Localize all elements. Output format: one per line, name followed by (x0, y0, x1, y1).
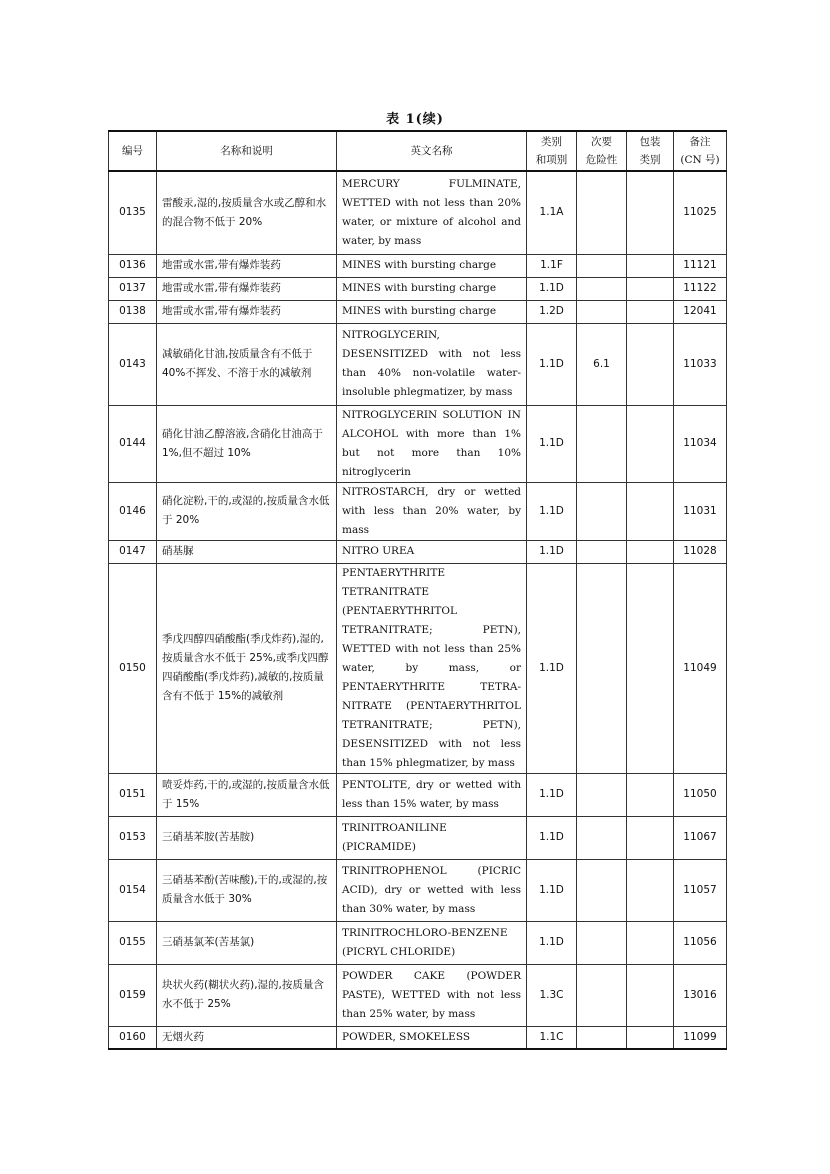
row-packing (627, 859, 674, 921)
row-packing (627, 921, 674, 964)
row-english-name: NITROSTARCH, dry or wetted with less than 20% water, by mass (337, 482, 527, 540)
row-subsidiary (577, 563, 627, 773)
row-name: 地雷或水雷,带有爆炸装药 (157, 300, 337, 323)
row-subsidiary (577, 277, 627, 300)
header-sub-line1: 次要 (591, 136, 612, 148)
row-no: 0151 (109, 773, 157, 816)
row-class: 1.1D (527, 816, 577, 859)
row-cn-number: 11049 (674, 563, 727, 773)
header-class-line1: 类别 (541, 136, 562, 148)
row-english-name: NITROGLYCERIN, DESENSITIZED with not less than 40% non-volatile water-insoluble phlegmatizer, by mass (337, 323, 527, 405)
row-class: 1.2D (527, 300, 577, 323)
row-class: 1.1A (527, 171, 577, 254)
row-no: 0153 (109, 816, 157, 859)
row-name: 块状火药(糊状火药),湿的,按质量含水不低于 25% (157, 964, 337, 1026)
row-cn-number: 11067 (674, 816, 727, 859)
header-pk-line1: 包装 (639, 136, 661, 148)
row-no: 0150 (109, 563, 157, 773)
row-name: 三硝基苯胺(苦基胺) (157, 816, 337, 859)
row-packing (627, 1026, 674, 1049)
row-subsidiary (577, 540, 627, 563)
row-subsidiary (577, 482, 627, 540)
table-row (109, 254, 727, 277)
header-name: 名称和说明 (157, 131, 337, 171)
row-name: 地雷或水雷,带有爆炸装药 (157, 254, 337, 277)
table-row (109, 563, 727, 773)
table-row (109, 171, 727, 254)
row-no: 0136 (109, 254, 157, 277)
row-packing (627, 563, 674, 773)
row-packing (627, 277, 674, 300)
row-class: 1.1D (527, 921, 577, 964)
row-subsidiary (577, 1026, 627, 1049)
row-no: 0143 (109, 323, 157, 405)
row-cn-number: 11025 (674, 171, 727, 254)
row-subsidiary (577, 816, 627, 859)
row-name: 硝基脲 (157, 540, 337, 563)
row-name: 无烟火药 (157, 1026, 337, 1049)
header-pk-line2: 类别 (639, 154, 661, 166)
table-row (109, 816, 727, 859)
row-packing (627, 816, 674, 859)
row-name: 硝化淀粉,干的,或湿的,按质量含水低于 20% (157, 482, 337, 540)
row-name: 雷酸汞,湿的,按质量含水或乙醇和水的混合物不低于 20% (157, 171, 337, 254)
row-no: 0137 (109, 277, 157, 300)
header-class (527, 131, 577, 171)
row-subsidiary (577, 300, 627, 323)
row-class: 1.1D (527, 859, 577, 921)
row-name: 硝化甘油乙醇溶液,含硝化甘油高于 1%,但不超过 10% (157, 405, 337, 482)
row-english-name: MINES with bursting charge (337, 277, 527, 300)
row-no: 0160 (109, 1026, 157, 1049)
table-row (109, 859, 727, 921)
row-packing (627, 171, 674, 254)
header-no: 编号 (109, 131, 157, 171)
header-cn-number (674, 131, 727, 171)
row-english-name: TRINITROCHLORO-BENZENE (PICRYL CHLORIDE) (337, 921, 527, 964)
row-class: 1.3C (527, 964, 577, 1026)
row-no: 0159 (109, 964, 157, 1026)
header-packing (627, 131, 674, 171)
row-packing (627, 482, 674, 540)
header-sub-line2: 危险性 (585, 154, 618, 166)
row-no: 0147 (109, 540, 157, 563)
row-no: 0146 (109, 482, 157, 540)
table-row (109, 323, 727, 405)
row-packing (627, 300, 674, 323)
row-cn-number: 11056 (674, 921, 727, 964)
row-english-name: MERCURY FULMINATE, WETTED with not less than 20% water, or mixture of alcohol and water, by mass (337, 171, 527, 254)
row-subsidiary (577, 405, 627, 482)
table-row (109, 300, 727, 323)
row-cn-number: 11031 (674, 482, 727, 540)
table-row (109, 773, 727, 816)
row-packing (627, 254, 674, 277)
row-english-name: PENTAERYTHRITE TETRANITRATE (PENTAERYTHRITOL TETRANITRATE; PETN), WETTED with not less than 25% water, by mass, or PENTAERYTHRITE TETRA-NITRATE (PENTAERYTHRITOL TETRANITRATE; PETN), DESENSITIZED with not less than 15% phlegmatizer, by mass (337, 563, 527, 773)
row-name: 三硝基氯苯(苦基氯) (157, 921, 337, 964)
row-packing (627, 405, 674, 482)
row-english-name: NITRO UREA (337, 540, 527, 563)
row-subsidiary: 6.1 (577, 323, 627, 405)
row-cn-number: 13016 (674, 964, 727, 1026)
row-class: 1.1D (527, 563, 577, 773)
row-english-name: POWDER CAKE (POWDER PASTE), WETTED with not less than 25% water, by mass (337, 964, 527, 1026)
row-english-name: TRINITROPHENOL (PICRIC ACID), dry or wetted with less than 30% water, by mass (337, 859, 527, 921)
row-class: 1.1D (527, 405, 577, 482)
row-english-name: TRINITROANILINE (PICRAMIDE) (337, 816, 527, 859)
row-english-name: PENTOLITE, dry or wetted with less than 15% water, by mass (337, 773, 527, 816)
table-row (109, 277, 727, 300)
row-name: 减敏硝化甘油,按质量含有不低于 40%不挥发、不溶于水的减敏剂 (157, 323, 337, 405)
row-packing (627, 323, 674, 405)
row-name: 季戊四醇四硝酸酯(季戊炸药),湿的,按质量含水不低于 25%,或季戊四醇四硝酸酯(季戊炸药),减敏的,按质量含有不低于 15%的减敏剂 (157, 563, 337, 773)
row-cn-number: 11122 (674, 277, 727, 300)
row-subsidiary (577, 254, 627, 277)
table-row (109, 964, 727, 1026)
row-cn-number: 11028 (674, 540, 727, 563)
row-no: 0154 (109, 859, 157, 921)
row-subsidiary (577, 964, 627, 1026)
row-no: 0155 (109, 921, 157, 964)
table-row (109, 1026, 727, 1049)
row-class: 1.1F (527, 254, 577, 277)
row-name: 三硝基苯酚(苦味酸),干的,或湿的,按质量含水低于 30% (157, 859, 337, 921)
row-cn-number: 12041 (674, 300, 727, 323)
row-english-name: MINES with bursting charge (337, 254, 527, 277)
table-caption: 表 1(续) (386, 112, 444, 127)
row-packing (627, 540, 674, 563)
header-en: 英文名称 (337, 131, 527, 171)
dangerous-goods-table (108, 130, 727, 1050)
row-subsidiary (577, 859, 627, 921)
row-class: 1.1D (527, 277, 577, 300)
header-subsidiary (577, 131, 627, 171)
row-cn-number: 11099 (674, 1026, 727, 1049)
row-english-name: MINES with bursting charge (337, 300, 527, 323)
table-row (109, 482, 727, 540)
table-row (109, 921, 727, 964)
row-cn-number: 11057 (674, 859, 727, 921)
row-class: 1.1D (527, 773, 577, 816)
row-cn-number: 11050 (674, 773, 727, 816)
table-header-row (109, 131, 727, 171)
row-packing (627, 964, 674, 1026)
row-class: 1.1D (527, 323, 577, 405)
row-class: 1.1C (527, 1026, 577, 1049)
row-cn-number: 11033 (674, 323, 727, 405)
row-no: 0138 (109, 300, 157, 323)
row-class: 1.1D (527, 540, 577, 563)
row-subsidiary (577, 773, 627, 816)
row-no: 0144 (109, 405, 157, 482)
row-subsidiary (577, 921, 627, 964)
row-english-name: NITROGLYCERIN SOLUTION IN ALCOHOL with more than 1% but not more than 10% nitroglycerin (337, 405, 527, 482)
header-cn-line1: 备注 (689, 136, 711, 148)
row-no: 0135 (109, 171, 157, 254)
table-row (109, 405, 727, 482)
row-name: 地雷或水雷,带有爆炸装药 (157, 277, 337, 300)
header-cn-line2: (CN 号) (680, 154, 720, 166)
row-subsidiary (577, 171, 627, 254)
row-class: 1.1D (527, 482, 577, 540)
row-cn-number: 11034 (674, 405, 727, 482)
row-english-name: POWDER, SMOKELESS (337, 1026, 527, 1049)
table-row (109, 540, 727, 563)
header-class-line2: 和项别 (535, 154, 568, 166)
row-packing (627, 773, 674, 816)
row-name: 喷妥炸药,干的,或湿的,按质量含水低于 15% (157, 773, 337, 816)
row-cn-number: 11121 (674, 254, 727, 277)
